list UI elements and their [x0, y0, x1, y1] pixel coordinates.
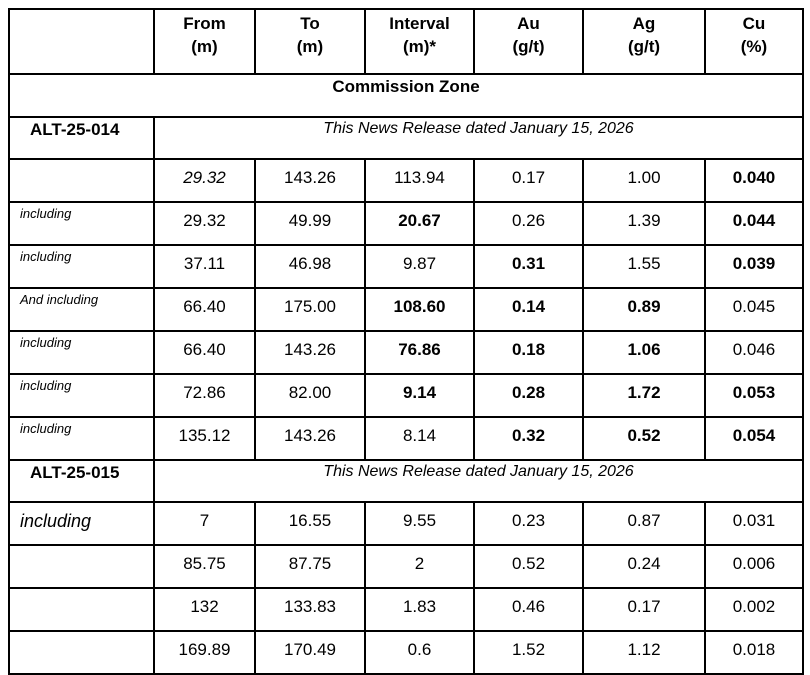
cell-interval: 9.14 [365, 374, 474, 417]
row-label: And including [9, 288, 154, 331]
row-label [9, 159, 154, 202]
row-label: including [9, 502, 154, 545]
table-row [9, 288, 803, 331]
cell-to: 16.55 [255, 502, 365, 545]
cell-to: 87.75 [255, 545, 365, 588]
cell-au: 0.28 [474, 374, 583, 417]
cell-ag: 1.72 [583, 374, 705, 417]
cell-cu: 0.006 [705, 545, 803, 588]
header-ag-unit: (g/t) [627, 37, 661, 56]
table-row [9, 588, 803, 631]
header-from-unit: (m) [191, 37, 218, 56]
hole-row [9, 117, 803, 159]
header-to [255, 9, 365, 74]
cell-ag: 0.24 [583, 545, 705, 588]
cell-au: 0.31 [474, 245, 583, 288]
cell-cu: 0.002 [705, 588, 803, 631]
table-row [9, 202, 803, 245]
cell-cu: 0.044 [705, 202, 803, 245]
table-row [9, 502, 803, 545]
cell-cu: 0.054 [705, 417, 803, 460]
header-au-title: Au [517, 14, 540, 33]
cell-to: 46.98 [255, 245, 365, 288]
header-blank [9, 9, 154, 74]
header-cu-unit: (%) [740, 37, 768, 56]
cell-au: 1.52 [474, 631, 583, 674]
table-row [9, 245, 803, 288]
cell-interval: 2 [365, 545, 474, 588]
cell-ag: 1.12 [583, 631, 705, 674]
cell-from: 169.89 [154, 631, 255, 674]
row-label: including [9, 202, 154, 245]
row-label [9, 545, 154, 588]
table-row [9, 159, 803, 202]
cell-to: 170.49 [255, 631, 365, 674]
cell-interval: 8.14 [365, 417, 474, 460]
cell-to: 143.26 [255, 331, 365, 374]
header-au-unit: (g/t) [512, 37, 545, 56]
row-label [9, 588, 154, 631]
header-ag-title: Ag [632, 14, 656, 33]
cell-from: 7 [154, 502, 255, 545]
hole-note: This News Release dated January 15, 2026 [154, 460, 803, 502]
cell-from: 29.32 [154, 159, 255, 202]
cell-cu: 0.040 [705, 159, 803, 202]
cell-ag: 1.00 [583, 159, 705, 202]
cell-au: 0.32 [474, 417, 583, 460]
header-cu [705, 9, 803, 74]
table-row [9, 417, 803, 460]
cell-au: 0.14 [474, 288, 583, 331]
cell-from: 66.40 [154, 331, 255, 374]
cell-from: 66.40 [154, 288, 255, 331]
cell-interval: 9.55 [365, 502, 474, 545]
cell-ag: 1.06 [583, 331, 705, 374]
row-label: including [9, 417, 154, 460]
zone-row [9, 74, 803, 117]
cell-ag: 0.52 [583, 417, 705, 460]
row-label: including [9, 374, 154, 417]
header-from [154, 9, 255, 74]
cell-from: 72.86 [154, 374, 255, 417]
cell-cu: 0.046 [705, 331, 803, 374]
cell-interval: 0.6 [365, 631, 474, 674]
cell-au: 0.46 [474, 588, 583, 631]
header-cu-title: Cu [742, 14, 766, 33]
cell-interval: 76.86 [365, 331, 474, 374]
cell-cu: 0.031 [705, 502, 803, 545]
hole-name: ALT-25-014 [9, 117, 154, 159]
table-row [9, 374, 803, 417]
cell-interval: 1.83 [365, 588, 474, 631]
cell-from: 132 [154, 588, 255, 631]
header-row [9, 9, 803, 74]
row-label: including [9, 331, 154, 374]
cell-ag: 0.17 [583, 588, 705, 631]
cell-interval: 20.67 [365, 202, 474, 245]
cell-to: 82.00 [255, 374, 365, 417]
cell-ag: 0.89 [583, 288, 705, 331]
header-from-title: From [183, 14, 226, 33]
cell-cu: 0.053 [705, 374, 803, 417]
table-row [9, 545, 803, 588]
row-label [9, 631, 154, 674]
cell-au: 0.26 [474, 202, 583, 245]
cell-to: 175.00 [255, 288, 365, 331]
hole-note: This News Release dated January 15, 2026 [154, 117, 803, 159]
header-to-title: To [300, 14, 320, 33]
cell-to: 49.99 [255, 202, 365, 245]
hole-name: ALT-25-015 [9, 460, 154, 502]
header-interval-unit: (m)* [402, 37, 437, 56]
zone-title: Commission Zone [9, 74, 803, 117]
cell-to: 143.26 [255, 417, 365, 460]
table-row [9, 631, 803, 674]
cell-from: 29.32 [154, 202, 255, 245]
header-au [474, 9, 583, 74]
cell-from: 135.12 [154, 417, 255, 460]
cell-au: 0.23 [474, 502, 583, 545]
cell-au: 0.17 [474, 159, 583, 202]
cell-to: 143.26 [255, 159, 365, 202]
cell-au: 0.52 [474, 545, 583, 588]
header-to-unit: (m) [296, 37, 324, 56]
cell-ag: 0.87 [583, 502, 705, 545]
assay-results-table [8, 8, 804, 675]
row-label: including [9, 245, 154, 288]
cell-interval: 113.94 [365, 159, 474, 202]
hole-row [9, 460, 803, 502]
cell-ag: 1.55 [583, 245, 705, 288]
cell-interval: 9.87 [365, 245, 474, 288]
cell-interval: 108.60 [365, 288, 474, 331]
cell-cu: 0.045 [705, 288, 803, 331]
cell-au: 0.18 [474, 331, 583, 374]
cell-ag: 1.39 [583, 202, 705, 245]
header-ag [583, 9, 705, 74]
table-row [9, 331, 803, 374]
cell-to: 133.83 [255, 588, 365, 631]
cell-from: 85.75 [154, 545, 255, 588]
header-interval [365, 9, 474, 74]
cell-cu: 0.039 [705, 245, 803, 288]
header-interval-title: Interval [389, 14, 450, 33]
cell-from: 37.11 [154, 245, 255, 288]
cell-cu: 0.018 [705, 631, 803, 674]
